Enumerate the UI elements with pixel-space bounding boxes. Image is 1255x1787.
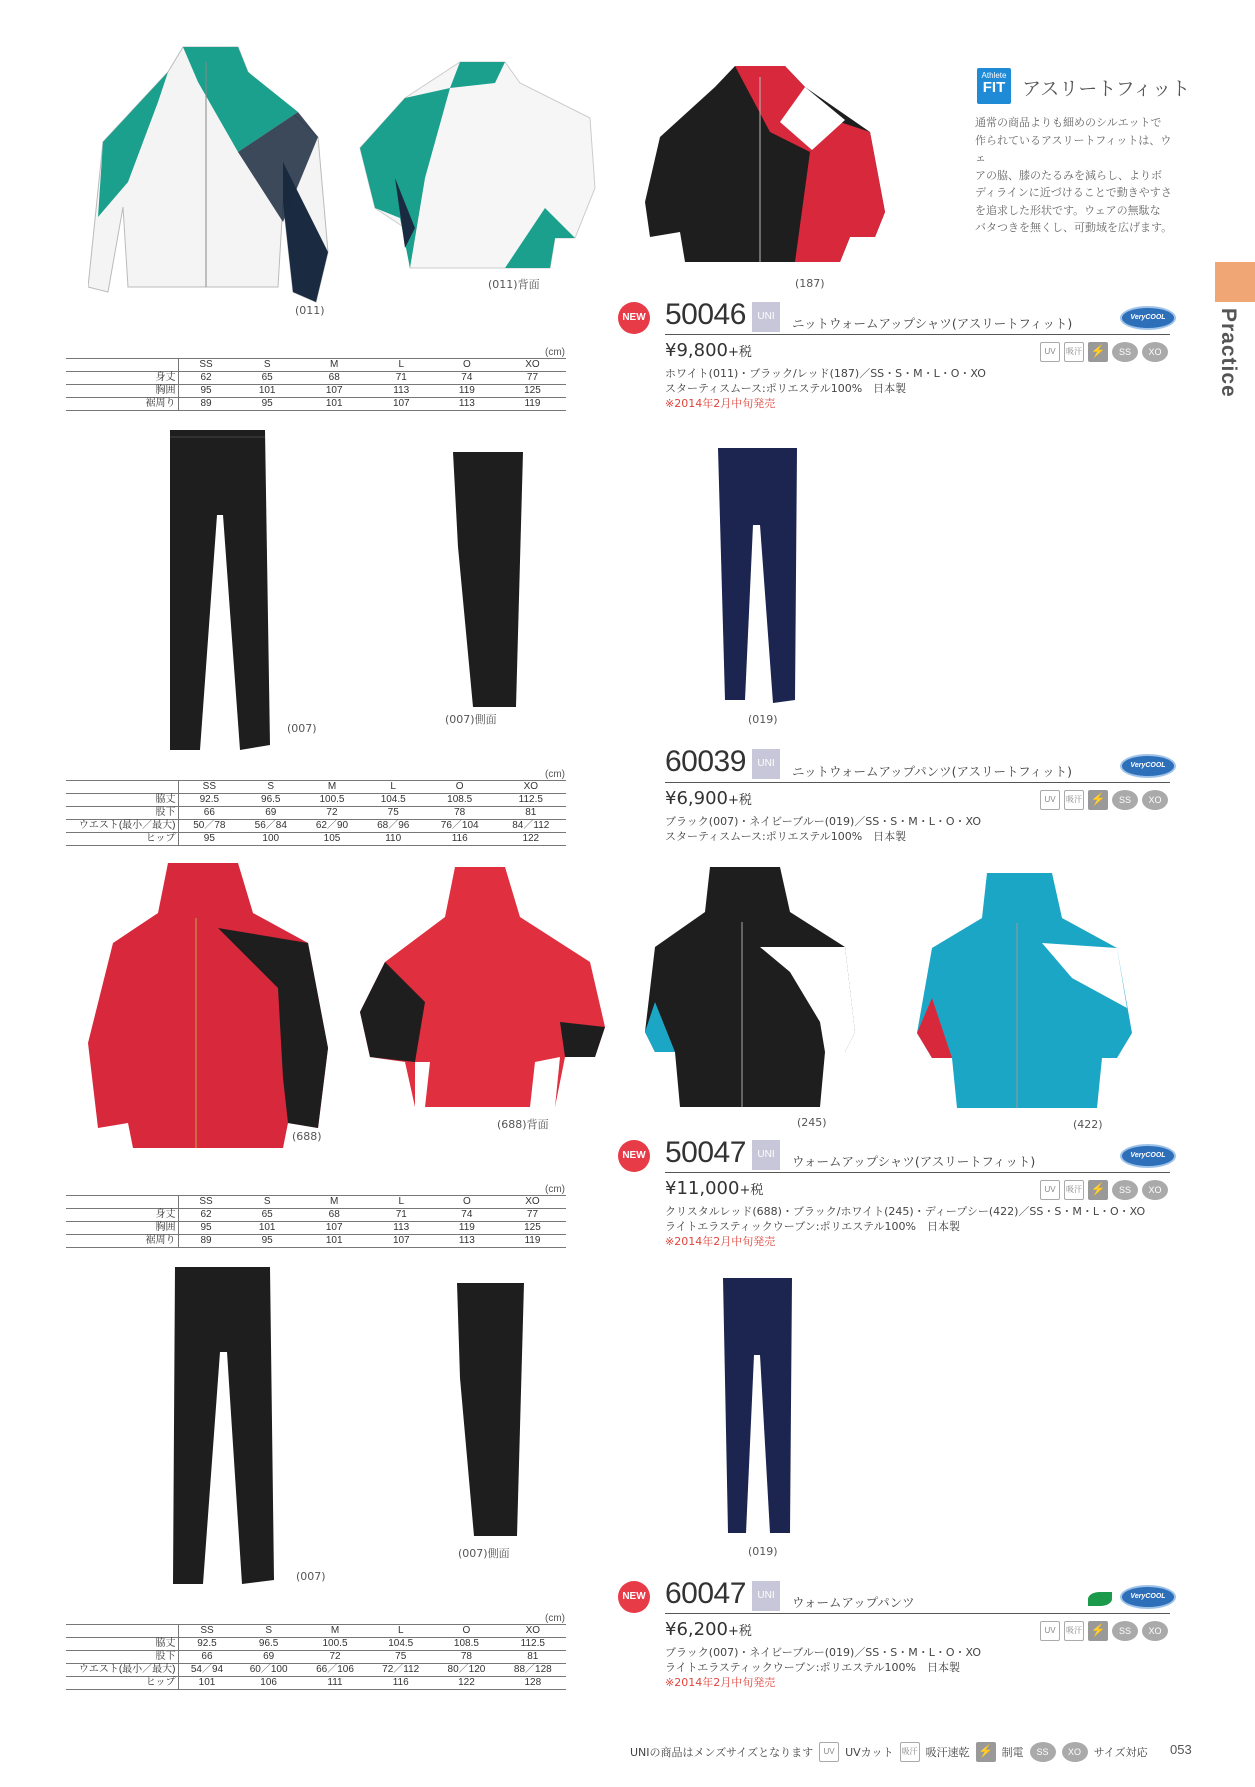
size-header: S (234, 359, 301, 372)
hooded-245-image (640, 862, 860, 1112)
table-corner (66, 359, 178, 372)
product-code: 60039 (665, 745, 746, 778)
cell: 112.5 (496, 794, 566, 807)
athlete-fit-description (975, 114, 1180, 237)
pants-019-woven-image (720, 1275, 795, 1540)
uni-badge: UNI (752, 749, 780, 779)
size-header: O (435, 1196, 499, 1209)
cell: 66／106 (302, 1664, 368, 1677)
verycool-badge: VeryCOOL (1122, 308, 1174, 328)
cell: 75 (363, 807, 424, 820)
size-header: L (368, 1196, 435, 1209)
cell: 69 (240, 807, 301, 820)
cell: 76／104 (424, 820, 496, 833)
verycool-badge: VeryCOOL (1122, 756, 1174, 776)
row-label: 裾周り (66, 398, 178, 411)
size-header: M (301, 359, 368, 372)
sweat-icon: 吸汗 (1064, 342, 1084, 362)
spec-line: ブラック(007)・ネイビーブルー(019)／SS・S・M・L・O・XO (665, 1646, 982, 1659)
sweat-icon: 吸汗 (1064, 790, 1084, 810)
caption: (007)側面 (458, 1547, 510, 1560)
cell: 104.5 (368, 1638, 433, 1651)
unit-label: (cm) (545, 1613, 565, 1624)
row-label: 胸囲 (66, 1222, 178, 1235)
divider (665, 1172, 1170, 1173)
table-row (66, 820, 566, 833)
cell: 72／112 (368, 1664, 433, 1677)
table-row (66, 1222, 566, 1235)
table-corner (66, 1625, 178, 1638)
size-header: L (368, 1625, 433, 1638)
cell: 65 (234, 1209, 301, 1222)
static-icon: ⚡ (1088, 790, 1108, 810)
spec-line: スターティスムース:ポリエステル100% 日本製 (665, 830, 907, 843)
row-label: 脇丈 (66, 794, 178, 807)
cell: 119 (499, 398, 566, 411)
cell: 66 (178, 807, 240, 820)
caption: (422) (1073, 1118, 1103, 1131)
size-header: O (433, 1625, 499, 1638)
feature-icons (1040, 790, 1168, 810)
table-row (66, 833, 566, 846)
row-label: 股下 (66, 1651, 178, 1664)
table-row (66, 1235, 566, 1248)
athlete-fit-badge-big: FIT (982, 79, 1006, 96)
footer-sweat-label: 吸汗速乾 (925, 1746, 970, 1759)
size-header: S (240, 781, 301, 794)
size-header: O (424, 781, 496, 794)
cell: 107 (368, 398, 435, 411)
xo-icon: XO (1062, 1742, 1088, 1762)
cell: 78 (424, 807, 496, 820)
cell: 95 (178, 833, 240, 846)
cell: 81 (496, 807, 566, 820)
cell: 84／112 (496, 820, 566, 833)
new-badge: NEW (618, 1140, 650, 1172)
feature-icons (1040, 1621, 1168, 1641)
product-name: ニットウォームアップシャツ(アスリートフィット) (792, 316, 1073, 331)
table-row (66, 794, 566, 807)
cell: 68 (301, 372, 368, 385)
athlete-fit-desc-line: ディラインに近づけることで動きやすさ (975, 186, 1172, 199)
release-note: ※2014年2月中旬発売 (665, 1676, 776, 1689)
price-value: ¥6,200 (665, 1619, 728, 1640)
table-row (66, 398, 566, 411)
cell: 105 (301, 833, 362, 846)
cell: 54／94 (178, 1664, 235, 1677)
divider (665, 334, 1170, 335)
table-header-row (66, 1625, 566, 1638)
table-row (66, 372, 566, 385)
divider (665, 782, 1170, 783)
row-label: 胸囲 (66, 385, 178, 398)
release-note: ※2014年2月中旬発売 (665, 397, 776, 410)
cell: 65 (234, 372, 301, 385)
cell: 96.5 (240, 794, 301, 807)
pants-007-side-image (448, 447, 528, 712)
row-label: 脇丈 (66, 1638, 178, 1651)
cell: 107 (301, 1222, 368, 1235)
cell: 95 (178, 1222, 234, 1235)
athlete-fit-badge (977, 68, 1011, 104)
pants-007-woven-side-image (452, 1278, 527, 1543)
cell: 101 (301, 1235, 368, 1248)
product-code: 60047 (665, 1577, 746, 1610)
table-row (66, 807, 566, 820)
cell: 116 (424, 833, 496, 846)
footer-size-label: サイズ対応 (1093, 1746, 1148, 1759)
product-spec (665, 814, 981, 844)
athlete-fit-desc-line: バタつきを無くし、可動域を広げます。 (975, 221, 1173, 234)
table-row (66, 1664, 566, 1677)
release-note: ※2014年2月中旬発売 (665, 1235, 776, 1248)
table-row (66, 1209, 566, 1222)
cell: 101 (301, 398, 368, 411)
cell: 81 (500, 1651, 566, 1664)
cell: 113 (368, 1222, 435, 1235)
product-price (665, 788, 752, 809)
table-row (66, 1651, 566, 1664)
cell: 119 (435, 1222, 499, 1235)
athlete-fit-desc-line: 作られているアスリートフィットは、ウェ (975, 133, 1172, 164)
cell: 113 (435, 1235, 499, 1248)
caption: (007) (296, 1570, 326, 1583)
product-spec (665, 1204, 1145, 1249)
spec-line: スターティスムース:ポリエステル100% 日本製 (665, 382, 907, 395)
cell: 119 (499, 1235, 566, 1248)
ss-icon: SS (1112, 1180, 1138, 1200)
hooded-688-back-image (355, 862, 610, 1112)
size-header: S (234, 1196, 301, 1209)
eco-leaf-icon (1088, 1592, 1112, 1606)
cell: 119 (435, 385, 499, 398)
cell: 50／78 (178, 820, 240, 833)
side-tab-swatch (1215, 262, 1255, 302)
product-name: ウォームアップシャツ(アスリートフィット) (792, 1154, 1036, 1169)
product-code: 50046 (665, 298, 746, 331)
uni-badge: UNI (752, 302, 780, 332)
row-label: ウエスト(最小／最大) (66, 1664, 178, 1677)
cell: 108.5 (424, 794, 496, 807)
cell: 111 (302, 1677, 368, 1690)
caption: (688) (292, 1130, 322, 1143)
cell: 56／84 (240, 820, 301, 833)
cell: 77 (499, 1209, 566, 1222)
static-icon: ⚡ (1088, 1621, 1108, 1641)
product-name: ニットウォームアップパンツ(アスリートフィット) (792, 764, 1073, 779)
caption: (011)背面 (488, 278, 540, 291)
cell: 122 (496, 833, 566, 846)
cell: 96.5 (235, 1638, 301, 1651)
size-header: L (363, 781, 424, 794)
spec-line: クリスタルレッド(688)・ブラック/ホワイト(245)・ディープシー(422)／SS・S・M・L・O・XO (665, 1205, 1146, 1218)
cell: 100.5 (301, 794, 362, 807)
cell: 89 (178, 398, 234, 411)
athlete-fit-desc-line: アの脇、膝のたるみを減らし、よりボ (975, 168, 1162, 182)
cell: 66 (178, 1651, 235, 1664)
side-tab-label: Practice (1217, 308, 1240, 398)
product-name: ウォームアップパンツ (792, 1595, 915, 1610)
cell: 125 (499, 385, 566, 398)
ss-icon: SS (1112, 1621, 1138, 1641)
row-label: ヒップ (66, 1677, 178, 1690)
hooded-422-image (912, 868, 1137, 1113)
cell: 107 (301, 385, 368, 398)
table-row (66, 1638, 566, 1651)
row-label: 身丈 (66, 1209, 178, 1222)
cell: 62 (178, 1209, 234, 1222)
uv-icon: UV (1040, 342, 1060, 362)
size-header: XO (500, 1625, 566, 1638)
uv-icon: UV (819, 1742, 839, 1762)
cell: 74 (435, 1209, 499, 1222)
size-table-2 (66, 780, 566, 846)
ss-icon: SS (1030, 1742, 1056, 1762)
size-header: M (301, 781, 362, 794)
cell: 101 (178, 1677, 235, 1690)
jacket-187-front-image (640, 62, 890, 277)
cell: 72 (302, 1651, 368, 1664)
footer-static-label: 制電 (1001, 1746, 1024, 1759)
static-icon: ⚡ (1088, 1180, 1108, 1200)
cell: 78 (433, 1651, 499, 1664)
hooded-688-front-image (88, 858, 328, 1153)
spec-line: ブラック(007)・ネイビーブルー(019)／SS・S・M・L・O・XO (665, 815, 982, 828)
table-header-row (66, 359, 566, 372)
table-row (66, 1677, 566, 1690)
size-header: SS (178, 781, 240, 794)
cell: 92.5 (178, 1638, 235, 1651)
row-label: 股下 (66, 807, 178, 820)
size-header: O (435, 359, 499, 372)
cell: 92.5 (178, 794, 240, 807)
cell: 108.5 (433, 1638, 499, 1651)
ss-icon: SS (1112, 790, 1138, 810)
caption: (245) (797, 1116, 827, 1129)
footer-lead: UNIの商品はメンズサイズとなります (630, 1746, 814, 1759)
cell: 112.5 (500, 1638, 566, 1651)
static-icon: ⚡ (1088, 342, 1108, 362)
cell: 60／100 (235, 1664, 301, 1677)
feature-icons (1040, 1180, 1168, 1200)
footer-legend (630, 1742, 1148, 1762)
product-spec (665, 366, 986, 411)
uni-badge: UNI (752, 1140, 780, 1170)
cell: 100.5 (302, 1638, 368, 1651)
cell: 128 (500, 1677, 566, 1690)
cell: 62 (178, 372, 234, 385)
price-tax: +税 (727, 793, 752, 808)
footer-uv-label: UVカット (845, 1746, 894, 1759)
cell: 72 (301, 807, 362, 820)
new-badge: NEW (618, 1581, 650, 1613)
caption: (019) (748, 1545, 778, 1558)
table-header-row (66, 781, 566, 794)
divider (665, 1613, 1170, 1614)
uv-icon: UV (1040, 1621, 1060, 1641)
caption: (011) (295, 304, 325, 317)
price-value: ¥9,800 (665, 340, 728, 361)
pants-019-image (715, 445, 800, 705)
unit-label: (cm) (545, 1184, 565, 1195)
product-price (665, 1619, 752, 1640)
size-table-3 (66, 1195, 566, 1248)
size-header: SS (178, 359, 234, 372)
unit-label: (cm) (545, 769, 565, 780)
product-price (665, 1178, 763, 1199)
row-label: 身丈 (66, 372, 178, 385)
size-header: SS (178, 1196, 234, 1209)
new-badge: NEW (618, 302, 650, 334)
cell: 101 (234, 385, 301, 398)
caption: (007) (287, 722, 317, 735)
cell: 116 (368, 1677, 433, 1690)
price-value: ¥11,000 (665, 1178, 740, 1199)
cell: 71 (368, 372, 435, 385)
cell: 100 (240, 833, 301, 846)
cell: 77 (499, 372, 566, 385)
price-tax: +税 (739, 1183, 764, 1198)
size-header: XO (499, 1196, 566, 1209)
size-header: XO (499, 359, 566, 372)
product-price (665, 340, 752, 361)
xo-icon: XO (1142, 1621, 1168, 1641)
table-corner (66, 1196, 178, 1209)
price-tax: +税 (727, 345, 752, 360)
cell: 68 (301, 1209, 368, 1222)
athlete-fit-desc-line: 通常の商品よりも細めのシルエットで (975, 116, 1162, 129)
product-spec (665, 1645, 981, 1690)
cell: 69 (235, 1651, 301, 1664)
ss-icon: SS (1112, 342, 1138, 362)
cell: 74 (435, 372, 499, 385)
price-tax: +税 (727, 1624, 752, 1639)
table-corner (66, 781, 178, 794)
jacket-011-back-image (355, 58, 600, 273)
cell: 110 (363, 833, 424, 846)
cell: 113 (435, 398, 499, 411)
caption: (019) (748, 713, 778, 726)
xo-icon: XO (1142, 790, 1168, 810)
cell: 95 (234, 1235, 301, 1248)
size-header: SS (178, 1625, 235, 1638)
cell: 107 (368, 1235, 435, 1248)
cell: 89 (178, 1235, 234, 1248)
cell: 80／120 (433, 1664, 499, 1677)
cell: 95 (178, 385, 234, 398)
sweat-icon: 吸汗 (1064, 1621, 1084, 1641)
size-header: S (235, 1625, 301, 1638)
row-label: ウエスト(最小／最大) (66, 820, 178, 833)
verycool-badge: VeryCOOL (1122, 1587, 1174, 1607)
spec-line: ホワイト(011)・ブラック/レッド(187)／SS・S・M・L・O・XO (665, 367, 986, 380)
static-icon: ⚡ (976, 1742, 996, 1762)
sweat-icon: 吸汗 (1064, 1180, 1084, 1200)
pants-007-front-image (165, 425, 275, 755)
size-table-4 (66, 1624, 566, 1690)
size-header: L (368, 359, 435, 372)
uni-badge: UNI (752, 1581, 780, 1611)
caption: (688)背面 (497, 1118, 549, 1131)
feature-icons (1040, 342, 1168, 362)
page-number: 053 (1170, 1742, 1192, 1757)
uv-icon: UV (1040, 1180, 1060, 1200)
size-header: XO (496, 781, 566, 794)
product-code: 50047 (665, 1136, 746, 1169)
pants-007-woven-image (170, 1262, 280, 1587)
cell: 106 (235, 1677, 301, 1690)
cell: 101 (234, 1222, 301, 1235)
unit-label: (cm) (545, 347, 565, 358)
cell: 122 (433, 1677, 499, 1690)
cell: 68／96 (363, 820, 424, 833)
cell: 62／90 (301, 820, 362, 833)
cell: 125 (499, 1222, 566, 1235)
row-label: ヒップ (66, 833, 178, 846)
cell: 95 (234, 398, 301, 411)
size-header: M (302, 1625, 368, 1638)
cell: 88／128 (500, 1664, 566, 1677)
size-table-1 (66, 358, 566, 411)
cell: 104.5 (363, 794, 424, 807)
athlete-fit-title: アスリートフィット (1022, 78, 1191, 100)
cell: 75 (368, 1651, 433, 1664)
price-value: ¥6,900 (665, 788, 728, 809)
verycool-badge: VeryCOOL (1122, 1146, 1174, 1166)
cell: 71 (368, 1209, 435, 1222)
row-label: 裾周り (66, 1235, 178, 1248)
athlete-fit-badge-small: Athlete (981, 71, 1007, 80)
table-row (66, 385, 566, 398)
caption: (187) (795, 277, 825, 290)
size-header: M (301, 1196, 368, 1209)
uv-icon: UV (1040, 790, 1060, 810)
athlete-fit-desc-line: を追求した形状です。ウェアの無駄な (975, 203, 1161, 217)
table-header-row (66, 1196, 566, 1209)
caption: (007)側面 (445, 713, 497, 726)
spec-line: ライトエラスティックウーブン:ポリエステル100% 日本製 (665, 1220, 960, 1233)
cell: 113 (368, 385, 435, 398)
xo-icon: XO (1142, 342, 1168, 362)
xo-icon: XO (1142, 1180, 1168, 1200)
sweat-icon: 吸汗 (900, 1742, 920, 1762)
jacket-011-front-image (88, 42, 333, 327)
spec-line: ライトエラスティックウーブン:ポリエステル100% 日本製 (665, 1661, 960, 1674)
